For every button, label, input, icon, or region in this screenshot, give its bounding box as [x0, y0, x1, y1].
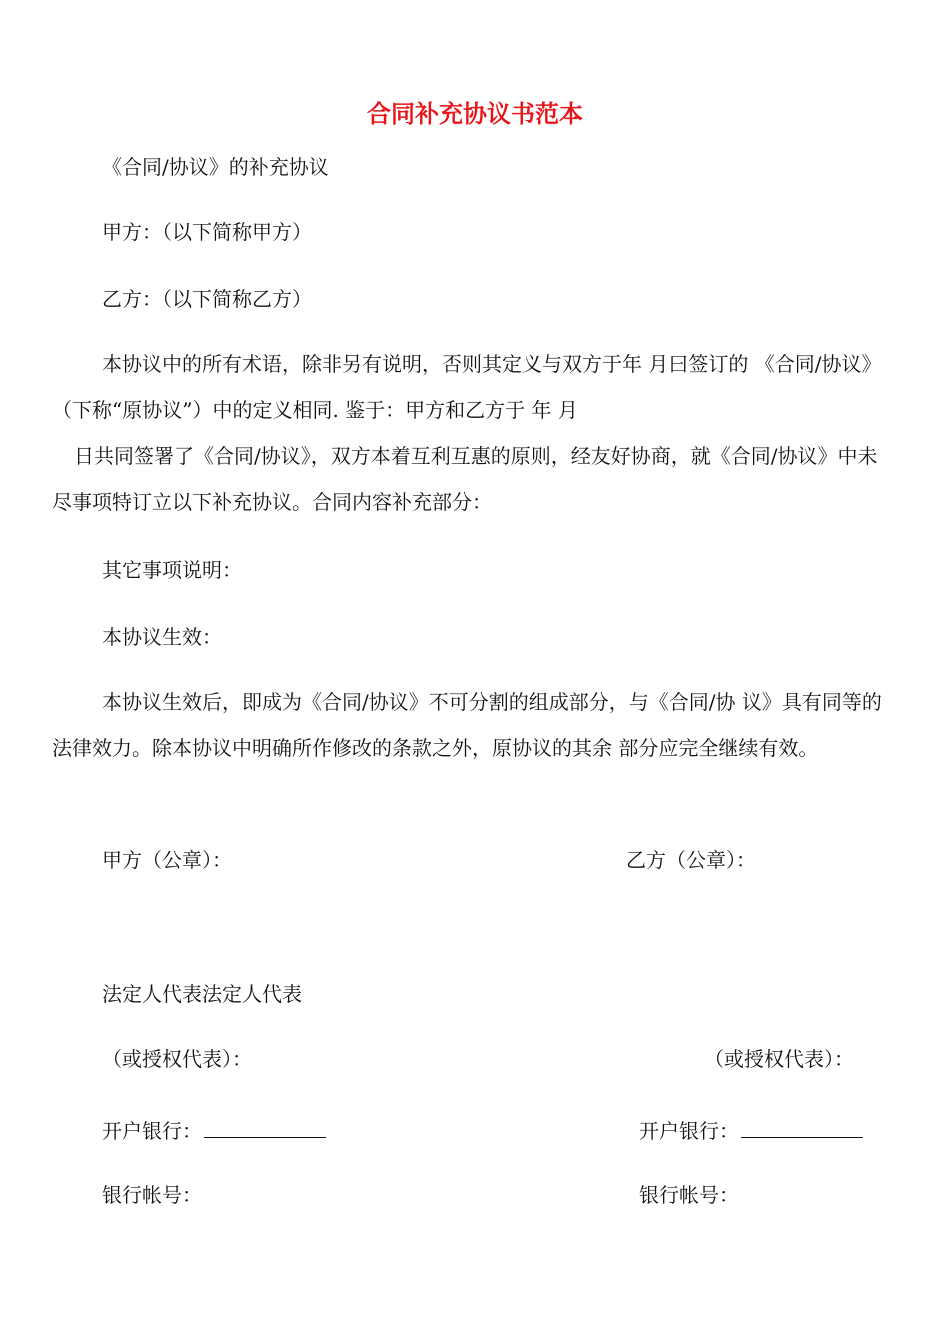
authorized-rep-b-label: （或授权代表）：: [704, 1047, 854, 1071]
party-a-seal-label: 甲方（公章）：: [102, 848, 232, 872]
paragraph-effect: 本协议生效后，即成为《合同/协议》不可分割的组成部分，与《合同/协 议》具有同等的法律效力。除本协议中明确所作修改的条款之外，原协议的其余 部分应完全继续有效。: [52, 690, 882, 760]
paragraph-definitions: 本协议中的所有术语，除非另有说明，否则其定义与双方于年 月曰签订的 《合同/协议》（下称“原协议”）中的定义相同. 鉴于：甲方和乙方于 年 月: [52, 352, 882, 422]
bank-a-row: [102, 1119, 326, 1141]
document-title: 合同补充协议书范本: [367, 100, 583, 128]
document-subtitle: 《合同/协议》的补充协议: [102, 155, 329, 179]
bank-b-row: [639, 1119, 863, 1141]
party-b-line: 乙方：（以下简称乙方）: [102, 287, 312, 311]
bank-a-blank: [204, 1119, 326, 1138]
bank-a-label: 开户银行：: [102, 1119, 202, 1143]
authorized-rep-a-label: （或授权代表）：: [102, 1047, 252, 1071]
paragraph-agreement: 日共同签署了《合同/协议》，双方本着互利互惠的原则，经友好协商，就《合同/协议》中未尽事项特订立以下补充协议。合同内容补充部分：: [52, 444, 878, 514]
effective-heading: 本协议生效：: [102, 625, 222, 649]
bank-b-label: 开户银行：: [639, 1119, 739, 1143]
legal-representative-label: 法定人代表法定人代表: [102, 982, 302, 1006]
bank-b-blank: [741, 1119, 863, 1138]
party-a-line: 甲方：（以下简称甲方）: [102, 220, 312, 244]
other-matters-heading: 其它事项说明：: [102, 558, 242, 582]
party-b-seal-label: 乙方（公章）：: [626, 848, 756, 872]
account-a-label: 银行帐号：: [102, 1183, 202, 1207]
account-b-label: 银行帐号：: [639, 1183, 739, 1207]
